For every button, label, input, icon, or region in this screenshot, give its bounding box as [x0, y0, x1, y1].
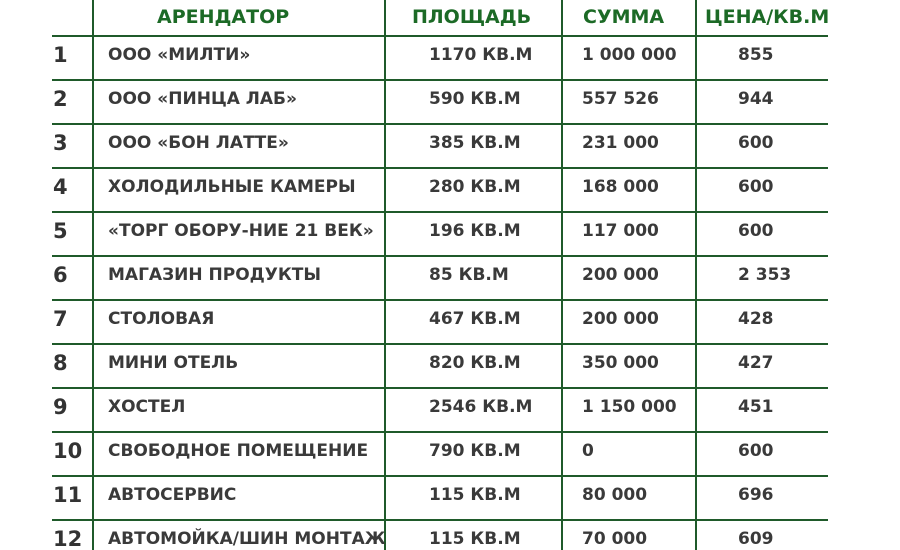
sum-cell: 0 — [582, 441, 594, 461]
price-cell: 428 — [738, 309, 774, 329]
price-cell: 609 — [738, 529, 774, 549]
tenant-cell: СТОЛОВАЯ — [108, 309, 215, 329]
sum-cell: 557 526 — [582, 89, 659, 109]
price-cell: 944 — [738, 89, 774, 109]
table-row — [0, 433, 900, 477]
area-cell: 590 КВ.М — [429, 89, 521, 109]
table-row — [0, 213, 900, 257]
tenant-cell: ХОСТЕЛ — [108, 397, 186, 417]
table-row — [0, 521, 900, 550]
row-number: 7 — [53, 307, 68, 331]
row-number: 9 — [53, 395, 68, 419]
row-number: 10 — [53, 439, 83, 463]
area-cell: 790 КВ.М — [429, 441, 521, 461]
sum-cell: 117 000 — [582, 221, 659, 241]
row-number: 5 — [53, 219, 68, 243]
area-cell: 1170 КВ.М — [429, 45, 533, 65]
table-row — [0, 169, 900, 213]
sum-cell: 231 000 — [582, 133, 659, 153]
area-cell: 385 КВ.М — [429, 133, 521, 153]
tenant-cell: ХОЛОДИЛЬНЫЕ КАМЕРЫ — [108, 177, 356, 197]
table-row — [0, 257, 900, 301]
table-row — [0, 389, 900, 433]
row-number: 3 — [53, 131, 68, 155]
header-sum: СУММА — [583, 6, 665, 28]
area-cell: 85 КВ.М — [429, 265, 509, 285]
price-cell: 696 — [738, 485, 774, 505]
area-cell: 2546 КВ.М — [429, 397, 533, 417]
row-number: 4 — [53, 175, 68, 199]
area-cell: 280 КВ.М — [429, 177, 521, 197]
price-cell: 600 — [738, 221, 774, 241]
price-cell: 600 — [738, 133, 774, 153]
sum-cell: 350 000 — [582, 353, 659, 373]
sum-cell: 70 000 — [582, 529, 648, 549]
tenant-cell: ООО «БОН ЛАТТЕ» — [108, 133, 289, 153]
row-number: 8 — [53, 351, 68, 375]
price-cell: 451 — [738, 397, 774, 417]
area-cell: 467 КВ.М — [429, 309, 521, 329]
area-cell: 115 КВ.М — [429, 485, 521, 505]
table-row — [0, 37, 900, 81]
row-number: 1 — [53, 43, 68, 67]
table-row — [0, 125, 900, 169]
table-row — [0, 301, 900, 345]
area-cell: 196 КВ.М — [429, 221, 521, 241]
row-number: 6 — [53, 263, 68, 287]
tenant-cell: СВОБОДНОЕ ПОМЕЩЕНИЕ — [108, 441, 369, 461]
sum-cell: 200 000 — [582, 309, 659, 329]
row-number: 12 — [53, 527, 83, 550]
area-cell: 115 КВ.М — [429, 529, 521, 549]
tenant-cell: АВТОСЕРВИС — [108, 485, 237, 505]
price-cell: 427 — [738, 353, 774, 373]
tenant-cell: ООО «МИЛТИ» — [108, 45, 251, 65]
tenant-cell: МИНИ ОТЕЛЬ — [108, 353, 239, 373]
table-row — [0, 477, 900, 521]
price-cell: 600 — [738, 441, 774, 461]
price-cell: 855 — [738, 45, 774, 65]
sum-cell: 1 000 000 — [582, 45, 677, 65]
sum-cell: 1 150 000 — [582, 397, 677, 417]
header-area: ПЛОЩАДЬ — [412, 6, 532, 28]
tenant-cell: «ТОРГ ОБОРУ-НИЕ 21 ВЕК» — [108, 221, 374, 241]
header-tenant: АРЕНДАТОР — [157, 6, 290, 28]
row-number: 11 — [53, 483, 83, 507]
table-row — [0, 81, 900, 125]
tenant-cell: АВТОМОЙКА/ШИН МОНТАЖ — [108, 529, 386, 549]
tenant-cell: МАГАЗИН ПРОДУКТЫ — [108, 265, 322, 285]
area-cell: 820 КВ.М — [429, 353, 521, 373]
tenant-cell: ООО «ПИНЦА ЛАБ» — [108, 89, 298, 109]
price-cell: 2 353 — [738, 265, 792, 285]
table-row — [0, 345, 900, 389]
header-price: ЦЕНА/КВ.М — [705, 6, 830, 28]
row-number: 2 — [53, 87, 68, 111]
sum-cell: 80 000 — [582, 485, 648, 505]
sum-cell: 168 000 — [582, 177, 659, 197]
sum-cell: 200 000 — [582, 265, 659, 285]
price-cell: 600 — [738, 177, 774, 197]
